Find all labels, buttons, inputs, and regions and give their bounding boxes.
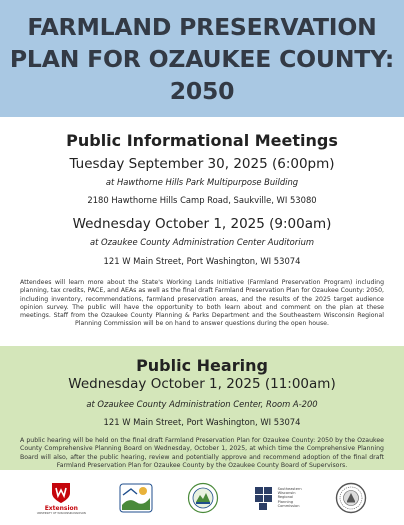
state-seal-logo [335, 482, 367, 514]
sewrpc-line-5: Commission [277, 503, 300, 508]
page-title-line-3: 2050 [169, 76, 235, 105]
hearing-description: A public hearing will be held on the final draft Farmland Preservation Plan for Ozaukee County: 2050 by the Ozaukee County Comprehensive Planning Board on Wednesday, October 1, 2025, at which time the Comprehensive Planning Board will also, after the public hearing, review and potentially approve and recommend adoption of the final draft Farmland Preservation Plan for Ozaukee County by the Ozaukee County Board of Supervisors. [20, 437, 384, 469]
planning-parks-logo [187, 482, 219, 514]
meeting-2-date: Wednesday October 1, 2025 (9:00am) [72, 216, 332, 232]
informational-meetings-section [0, 117, 404, 345]
sewrpc-text [278, 487, 302, 508]
partner-logos [0, 470, 404, 525]
page-title-line-1: FARMLAND PRESERVATION [27, 12, 377, 41]
hearing-address: 121 W Main Street, Port Washington, WI 53074 [103, 417, 301, 427]
meetings-heading: Public Informational Meetings [66, 131, 338, 150]
meeting-1-address: 2180 Hawthorne Hills Camp Road, Saukville, WI 53080 [87, 195, 317, 205]
sewrpc-line-2: Wisconsin [277, 491, 296, 496]
meeting-1-location: at Hawthorne Hills Park Multipurpose Building [105, 177, 299, 187]
uw-extension-logo [37, 481, 86, 515]
meeting-2-location: at Ozaukee County Administration Center Auditorium [89, 237, 315, 247]
meeting-1-date: Tuesday September 30, 2025 (6:00pm) [69, 156, 335, 172]
title-banner [0, 0, 404, 117]
hearing-date: Wednesday October 1, 2025 (11:00am) [68, 376, 336, 392]
sewrpc-line-4: Planning [277, 499, 294, 504]
meeting-event-2 [0, 216, 404, 267]
uw-crest-icon [50, 481, 72, 505]
sewrpc-line-3: Regional [277, 495, 294, 500]
ozaukee-county-emblem-icon [119, 483, 153, 513]
meeting-2-address: 121 W Main Street, Port Washington, WI 53074 [103, 256, 301, 266]
wisconsin-seal-icon [335, 482, 367, 514]
sewrpc-line-1: Southeastern [277, 486, 302, 491]
hearing-location: at Ozaukee County Administration Center, Room A-200 [86, 399, 318, 409]
sewrpc-map-icon [253, 485, 275, 511]
extension-name: Extension [44, 504, 78, 512]
page-title-line-2: PLAN FOR OZAUKEE COUNTY: [9, 44, 395, 73]
extension-subtitle: UNIVERSITY OF WISCONSIN-MADISON [36, 511, 86, 515]
sewrpc-logo [253, 485, 302, 511]
meeting-event-1 [0, 156, 404, 206]
public-hearing-section [0, 346, 404, 470]
hearing-heading: Public Hearing [136, 356, 268, 375]
meetings-description: Attendees will learn more about the State's Working Lands Initiative (Farmland Preservation Program) including planning, tax credits, PACE, and AEAs as well as the final draft Farmland Preservation Plan for Ozaukee County: 2050, including inventory, recommendations, farmland preservation areas, and the results of the 2025 target audience opinion survey. The public will have the opportunity to both learn about and comment on the plan at these meetings. Staff from the Ozaukee County Planning & Parks Department and the Southeastern Wisconsin Regional Planning Commission will be on hand to answer questions during the open house. [20, 279, 384, 328]
planning-parks-emblem-icon [187, 482, 219, 514]
ozaukee-county-logo [119, 483, 153, 513]
